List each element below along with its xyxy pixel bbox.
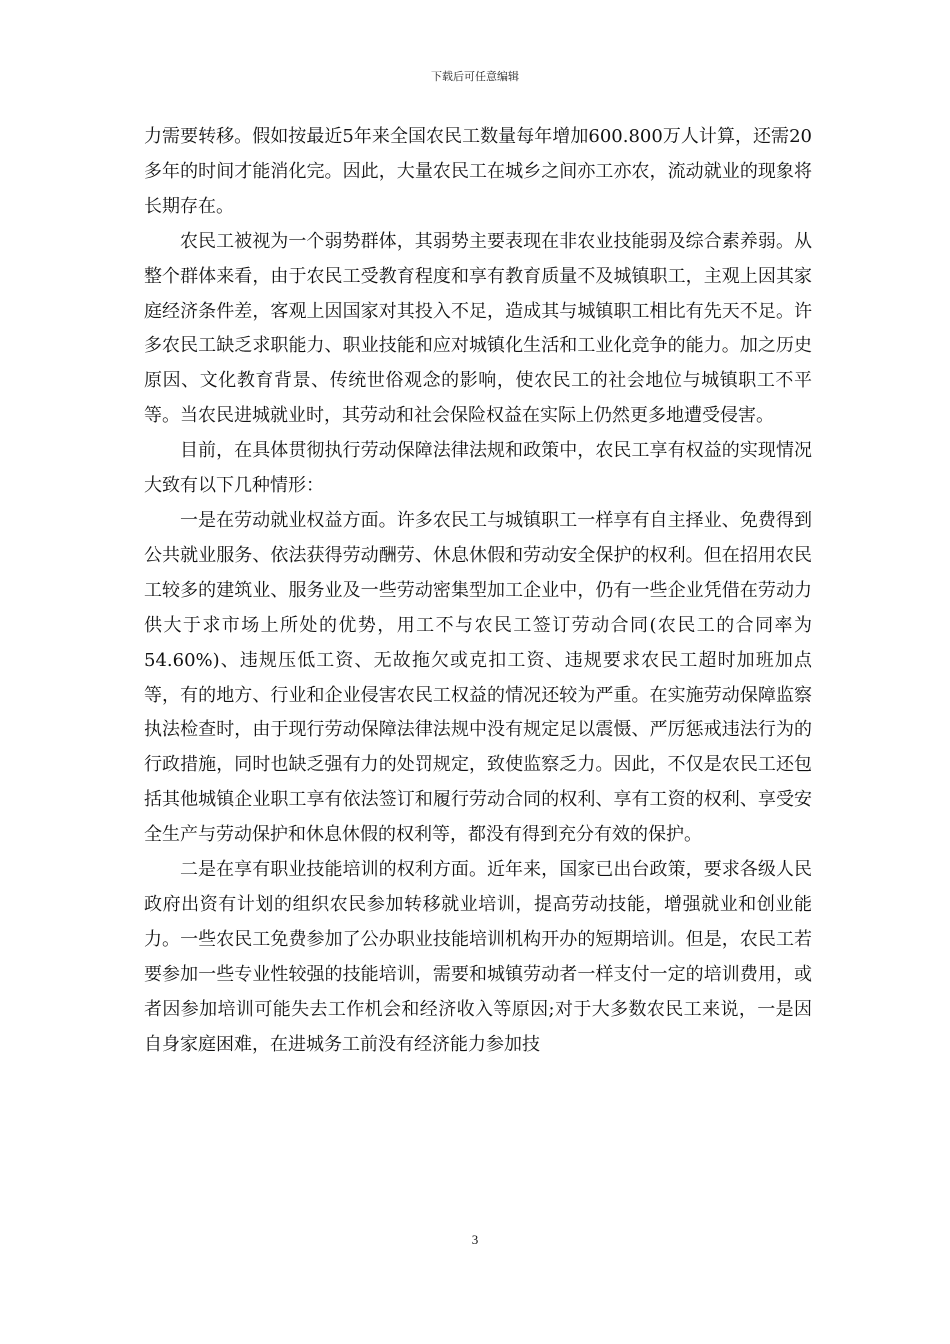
paragraph-4: 一是在劳动就业权益方面。许多农民工与城镇职工一样享有自主择业、免费得到公共就业服务、依法获得劳动酬劳、休息休假和劳动安全保护的权利。但在招用农民工较多的建筑业、服务业及一些劳动密集型加工企业中，仍有一些企业凭借在劳动力供大于求市场上所处的优势，用工不与农民工签订劳动合同(农民工的合同率为54.60%)、违规压低工资、无故拖欠或克扣工资、违规要求农民工超时加班加点等，有的地方、行业和企业侵害农民工权益的情况还较为严重。在实施劳动保障监察执法检查时，由于现行劳动保障法律法规中没有规定足以震慑、严厉惩戒违法行为的行政措施，同时也缺乏强有力的处罚规定，致使监察乏力。因此，不仅是农民工还包括其他城镇企业职工享有依法签订和履行劳动合同的权利、享有工资的权利、享受安全生产与劳动保护和休息休假的权利等，都没有得到充分有效的保护。 xyxy=(144,509,812,846)
page-header: 下载后可任意编辑 xyxy=(431,70,519,83)
body-text xyxy=(144,120,812,1062)
paragraph-2: 农民工被视为一个弱势群体，其弱势主要表现在非农业技能弱及综合素养弱。从整个群体来看，由于农民工受教育程度和享有教育质量不及城镇职工，主观上因其家庭经济条件差，客观上因国家对其投入不足，造成其与城镇职工相比有先天不足。许多农民工缺乏求职能力、职业技能和应对城镇化生活和工业化竞争的能力。加之历史原因、文化教育背景、传统世俗观念的影响，使农民工的社会地位与城镇职工不平等。当农民进城就业时，其劳动和社会保险权益在实际上仍然更多地遭受侵害。 xyxy=(144,230,812,427)
paragraph-5: 二是在享有职业技能培训的权利方面。近年来，国家已出台政策，要求各级人民政府出资有计划的组织农民参加转移就业培训，提高劳动技能，增强就业和创业能力。一些农民工免费参加了公办职业技能培训机构开办的短期培训。但是，农民工若要参加一些专业性较强的技能培训，需要和城镇劳动者一样支付一定的培训费用，或者因参加培训可能失去工作机会和经济收入等原因;对于大多数农民工来说，一是因自身家庭困难，在进城务工前没有经济能力参加技 xyxy=(144,859,812,1055)
page-number: 3 xyxy=(471,1232,479,1247)
paragraph-1: 力需要转移。假如按最近5年来全国农民工数量每年增加600.800万人计算，还需20多年的时间才能消化完。因此，大量农民工在城乡之间亦工亦农，流动就业的现象将长期存在。 xyxy=(144,126,812,217)
paragraph-3: 目前，在具体贯彻执行劳动保障法律法规和政策中，农民工享有权益的实现情况大致有以下几种情形： xyxy=(144,440,812,497)
